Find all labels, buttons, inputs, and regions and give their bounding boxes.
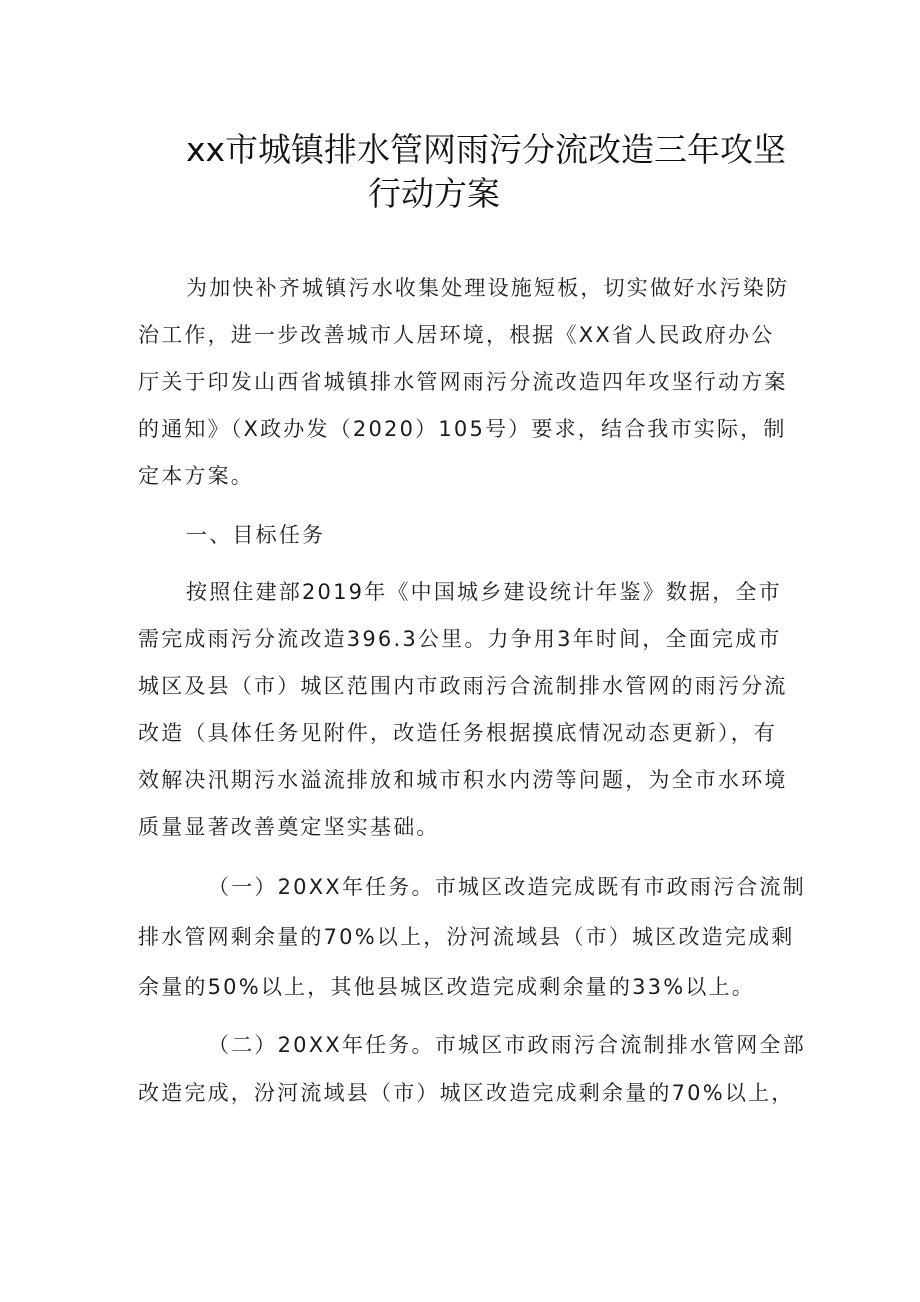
paragraph-1-line-1: 为加快补齐城镇污水收集处理设施短板，切实做好水污染防 [186, 276, 790, 300]
paragraph-3-line-1: 按照住建部2019年《中国城乡建设统计年鉴》数据，全市 [186, 580, 782, 604]
section-heading-goals: 一、目标任务 [186, 523, 326, 547]
paragraph-1-line-5: 定本方案。 [138, 464, 254, 488]
paragraph-3-line-6: 质量显著改善奠定坚实基础。 [138, 815, 440, 839]
paragraph-4-line-3: 余量的50%以上，其他县城区改造完成剩余量的33%以上。 [138, 975, 755, 999]
paragraph-4-line-2: 排水管网剩余量的70%以上，汾河流域县（市）城区改造完成剩 [138, 925, 795, 949]
document-title-line-1: xx市城镇排水管网雨污分流改造三年攻坚 [186, 130, 787, 169]
document-title-line-2: 行动方案 [368, 174, 500, 213]
paragraph-5-line-1: （二）20XX年任务。市城区市政雨污合流制排水管网全部 [208, 1033, 806, 1057]
paragraph-3-line-5: 效解决汛期污水溢流排放和城市积水内涝等问题，为全市水环境 [138, 768, 788, 792]
paragraph-3-line-3: 城区及县（市）城区范围内市政雨污合流制排水管网的雨污分流 [138, 674, 788, 698]
paragraph-5-line-2: 改造完成，汾河流域县（市）城区改造完成剩余量的70%以上， [138, 1081, 795, 1105]
paragraph-1-line-3: 厅关于印发山西省城镇排水管网雨污分流改造四年攻坚行动方案 [138, 370, 788, 394]
paragraph-1-line-4: 的通知》（X政办发（2020）105号）要求，结合我市实际，制 [138, 417, 787, 441]
paragraph-1-line-2: 治工作，进一步改善城市人居环境，根据《XX省人民政府办公 [138, 323, 775, 347]
paragraph-3-line-4: 改造（具体任务见附件，改造任务根据摸底情况动态更新），有 [138, 721, 778, 745]
paragraph-3-line-2: 需完成雨污分流改造396.3公里。力争用3年时间，全面完成市 [138, 627, 782, 651]
paragraph-4-line-1: （一）20XX年任务。市城区改造完成既有市政雨污合流制 [208, 875, 806, 899]
